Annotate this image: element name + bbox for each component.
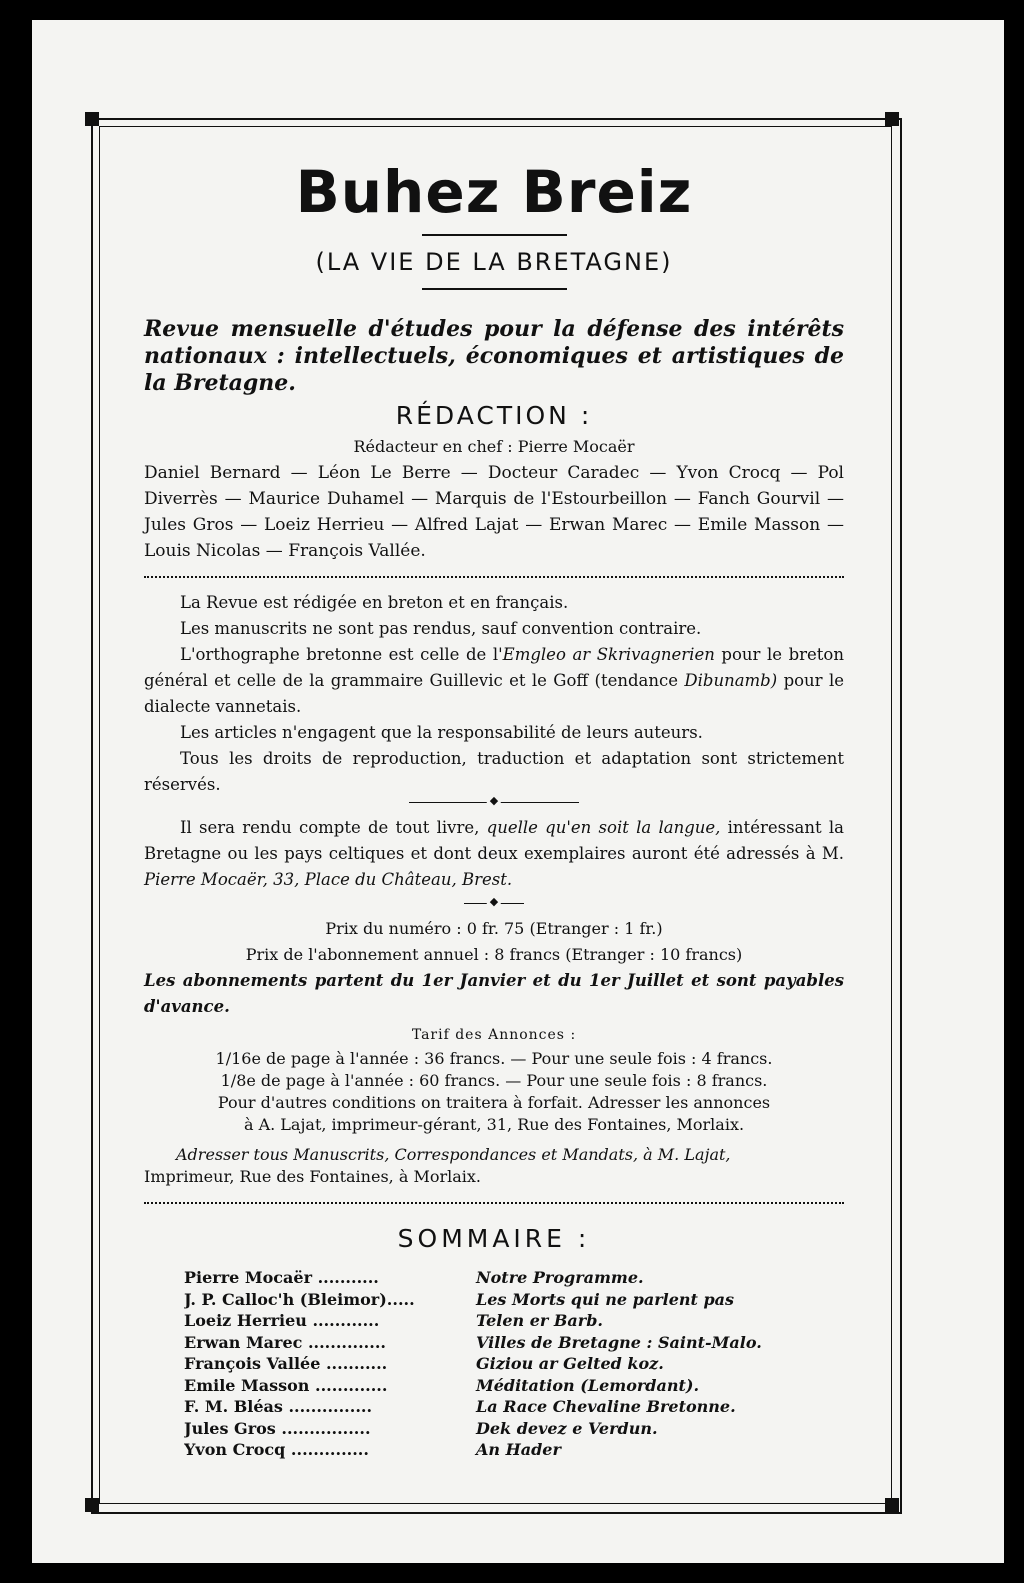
reviews-c: intéressant la Bretagne ou les pays celtiques et dont deux exemplaires auront été adressés à M. [144,818,844,863]
notices-block [144,590,844,798]
notice-manuscripts: Les manuscrits ne sont pas rendus, sauf convention contraire. [180,619,702,638]
contributors-list: Daniel Bernard — Léon Le Berre — Docteur Caradec — Yvon Crocq — Pol Diverrès — Maurice Duhamel — Marquis de l'Estourbeillon — Fanch Gourvil — Jules Gros — Loeiz Herrieu — Alfred Lajat — Erwan Marec — Emile Masson — Louis Nicolas — François Vallée. [144,463,844,561]
issue-price: Prix du numéro : 0 fr. 75 (Etranger : 1 fr.) [325,919,663,938]
tarif-other-2: à A. Lajat, imprimeur-gérant, 31, Rue des Fontaines, Morlaix. [243,1115,745,1134]
toc-row [184,1396,844,1418]
orthography-a: L'orthographe bretonne est celle de l' [180,645,503,664]
toc-title: An Hader [476,1440,561,1459]
tarif-row-1: 1/16e de page à l'année : 36 francs. — Pour une seule fois : 4 francs. [215,1049,773,1068]
reviews-b: quelle qu'en soit la langue, [486,818,721,837]
notice-responsibility: Les articles n'engagent que la responsabilité de leurs auteurs. [180,723,703,742]
toc-row [184,1439,844,1461]
toc-row [184,1332,844,1354]
orthography-c: pour le breton général et celle de la grammaire Guillevic et le Goff (tendance [144,645,844,690]
corner-ornament [85,1498,99,1512]
notice-rights: Tous les droits de reproduction, traduction et adaptation sont strictement réservés. [144,749,844,794]
corner-ornament [885,1498,899,1512]
toc-row [184,1267,844,1289]
intro-text: Revue mensuelle d'études pour la défense des intérêts nationaux : intellectuels, économiques et artistiques de la Bretagne. [144,316,844,396]
toc-row [184,1310,844,1332]
toc-author: J. P. Calloc'h (Bleimor)..... [184,1289,415,1309]
toc-row [184,1289,844,1311]
ornament-divider [464,903,524,904]
orthography-e: pour le dialecte vannetais. [144,671,844,716]
reviews-notice [144,815,844,893]
send-address-1: Adresser tous Manuscrits, Correspondances et Mandats, à M. Lajat, [176,1145,731,1164]
table-of-contents [184,1267,844,1461]
toc-author: François Vallée ........... [184,1354,388,1373]
reviews-d: Pierre Mocaër, 33, Place du Château, Brest. [144,870,513,889]
orthography-d: Dibunamb) [684,671,778,690]
masthead-title: Buhez Breiz [295,158,693,226]
send-address-2: Imprimeur, Rue des Fontaines, à Morlaix. [144,1167,481,1186]
toc-title: Giziou ar Gelted koz. [476,1354,664,1373]
toc-title: Telen er Barb. [476,1311,603,1330]
toc-author: Loeiz Herrieu ............ [184,1311,380,1330]
toc-title: Villes de Bretagne : Saint-Malo. [476,1332,762,1352]
corner-ornament [885,112,899,126]
toc-author: Jules Gros ................ [184,1418,371,1438]
toc-title: Les Morts qui ne parlent pas [476,1289,735,1309]
sommaire-heading: SOMMAIRE : [397,1224,591,1253]
annual-price: Prix de l'abonnement annuel : 8 francs (Etranger : 10 francs) [245,945,743,964]
subtitle-rule [422,288,567,290]
notice-orthography [144,642,844,720]
orthography-b: Emgleo ar Skrivagnerien [502,645,715,664]
masthead-subtitle: (LA VIE DE LA BRETAGNE) [315,248,673,276]
toc-author: Emile Masson ............. [184,1375,388,1395]
tarif-other-1: Pour d'autres conditions on traitera à forfait. Adresser les annonces [217,1093,771,1112]
toc-author: Erwan Marec .............. [184,1332,386,1352]
page-content [144,150,844,1461]
toc-row [184,1375,844,1397]
corner-ornament [85,112,99,126]
subscription-start: Les abonnements partent du 1er Janvier et du 1er Juillet et sont payables d'avance. [144,971,844,1016]
toc-title: Dek devez e Verdun. [476,1418,658,1438]
notice-language: La Revue est rédigée en breton et en français. [180,593,569,612]
wavy-divider [144,1194,844,1204]
redaction-heading: RÉDACTION : [395,401,593,430]
toc-title: La Race Chevaline Bretonne. [476,1397,736,1416]
ornament-divider [409,802,579,803]
toc-author: Yvon Crocq .............. [184,1440,369,1459]
toc-title: Notre Programme. [476,1268,644,1287]
tarif-heading: Tarif des Annonces : [411,1027,577,1043]
toc-row [184,1418,844,1440]
tarif-row-2: 1/8e de page à l'année : 60 francs. — Pour une seule fois : 8 francs. [220,1071,768,1090]
toc-row [184,1353,844,1375]
toc-author: F. M. Bléas ............... [184,1397,373,1416]
toc-author: Pierre Mocaër ........... [184,1268,379,1287]
chief-editor: Rédacteur en chef : Pierre Mocaër [353,437,635,456]
reviews-a: Il sera rendu compte de tout livre, [180,818,487,837]
toc-title: Méditation (Lemordant). [476,1375,700,1395]
wavy-divider [144,568,844,578]
